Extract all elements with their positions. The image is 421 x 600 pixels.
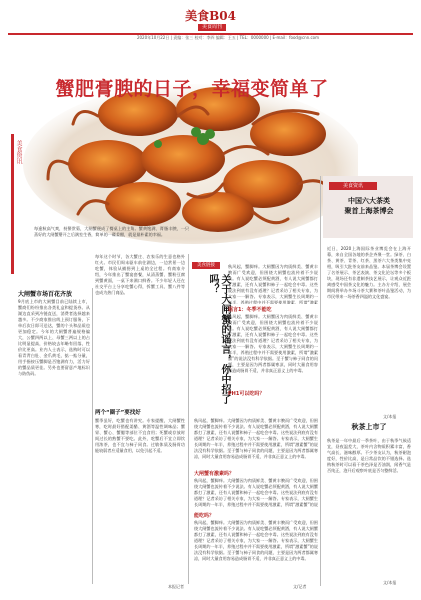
col2-text2: 蟹季虽好，吃蟹也有讲究。专家提醒，大闸蟹性寒，吃时最好搭配姜醋、黄酒等温性调味品；蟹胃、蟹心、蟹腮等部位不宜食用；死蟹或存放时间过长的熟蟹不要吃。此外，吃蟹后不宜立即饮用浓茶，也不宜与柿子同食。过敏体质及肠胃功能较弱者应适量食用，以免引起不适。 <box>95 418 185 453</box>
ribbon-label: 美食资讯 <box>15 140 22 164</box>
col1-text: 9月底上市的大闸蟹目前已陆续上市，蟹商们纷纷推出各类礼盒和提货券。从湖边直采到冷链直送，消费者选择越来越多。不少商家推出线上预订服务，下单后次日即可送达，蟹的个头和品质也更加稳定。今年的大闸蟹普遍规格偏大，公蟹四两以上、母蟹三两以上的占比明显提高，价格较去年略有回落，性价比更高。业内人士表示，选购时可以看青背白肚、金爪黄毛，掂一掂分量，用手指按压蟹脚是否饱满有力，活力好的蟹品质更佳。另外也要留意产地标识与防伪码。 <box>18 299 90 376</box>
feature-subhead-1: 谣言1：冬季不能吃 <box>228 307 272 313</box>
feature-subhead-2: PH1可以吃吗？ <box>228 391 265 397</box>
feature-tag: 美食链接 <box>192 262 220 269</box>
right-text: 近日，2020上海国际茶业博览会在上海开幕，来自全国各地的茶企齐聚一堂。绿茶、白茶、黄茶、青茶、红茶、黑茶六大茶类集中亮相，吸引大批茶友前来品鉴。本届茶博会设置了名茶展示、茶艺表演、茶文化论坛等多个板块，现场还有非遗制茶技艺展示，让观众近距离感受中国茶文化的魅力。主办方介绍，展会期间将举办多场斗茶大赛和茶叶品鉴活动，为市民带来一场茶香四溢的文化盛宴。 <box>327 246 411 299</box>
feature-headline: 关于大闸蟹的谣言，你中招了吗？ <box>207 274 230 404</box>
dateline: 2020年10月22日 | 责编：张三 校对：李四 编辑：王五 | TEL：0000000 | E-mail：food@cnn.com <box>136 35 320 40</box>
column-divider <box>320 176 321 586</box>
section-tag: 美食周刊 <box>198 24 226 31</box>
feature-text-2: 秋风起，蟹脚痒。大闸蟹因为肉质鲜美、蟹黄丰腴而广受欢迎，但围绕大闸蟹也流传着不少说法。有人说吃蟹必须配黄酒，有人说大闸蟹都打了激素，还有人说蟹和柿子一起吃会中毒。这些说法到底有没有道理？记者采访了相关专家，为大家一一解答。专家表示，大闸蟹生长周期约一年半，养殖过程中并不需要使用激素，所谓“激素蟹”的说法没有科学依据。至于蟹与柿子同食的问题，主要是因为两者都属寒凉，同时大量食用容易造成肠胃不适，并非真正意义上的中毒。 <box>194 418 318 459</box>
masthead <box>8 6 413 42</box>
column-divider <box>188 254 189 584</box>
right-headline: 中国六大茶类 聚首上海茶博会 <box>344 197 394 215</box>
side-ribbon <box>8 134 22 274</box>
feature-subhead-4: 能吃吗？ <box>194 513 215 519</box>
feature-text-1: 秋风起，蟹脚痒。大闸蟹因为肉质鲜美、蟹黄丰腴而广受欢迎，但围绕大闸蟹也流传着不少说法。有人说吃蟹必须配黄酒，有人说大闸蟹都打了激素，还有人说蟹和柿子一起吃会中毒。这些说法到底有没有道理？记者采访了相关专家，为大家一一解答。专家表示，大闸蟹生长周期约一年半，养殖过程中并不需要使用激素，所谓“激素蟹”的说法没有科学依据。至于蟹与柿子同食的问题，主要是因为两者都属寒凉，同时大量食用容易造成肠胃不适，并非真正意义上的中毒。 <box>228 314 318 373</box>
right-headline-2: 秋茶上市了 <box>351 423 387 431</box>
right-byline-2: 文/本报 <box>383 580 397 585</box>
right-byline: 文/本报 <box>383 414 397 419</box>
right-tag: 美食资讯 <box>329 182 377 190</box>
right-text-2: 秋茶是一年中最后一季茶叶，由于秋季气候适宜，昼夜温差大，茶叶内含物质积累丰富，香气高长、滋味醇厚。不少茶友认为，秋茶耐泡度好，性价比高，是日常品饮的不错选择。选购秋茶时可以看干茶色泽是否油润，闻香气是否纯正，泡开后观察叶底是否匀整鲜活。 <box>327 438 411 473</box>
feature-byline: 文/记者 <box>293 584 307 589</box>
lead-paragraph: 每逢秋高气爽，持螯赏菊，大闸蟹便成了餐桌上的主角。蟹黄饱满、膏脂丰腴，一只蒸好的大闸蟹掰开之后满室生香，简单的一碟姜醋，就是最朴素的幸福。 <box>34 226 189 237</box>
feature-intro: 秋风起，蟹脚痒。大闸蟹因为肉质鲜美、蟹黄丰腴而广受欢迎，但围绕大闸蟹也流传着不少说法。有人说吃蟹必须配黄酒，有人说大闸蟹都打了激素，还有人说蟹和柿子一起吃会中毒。这些说法到底有没有道理？记者采访了相关专家，为大家一一解答。专家表示，大闸蟹生长周期约一年半，养殖过程中并不需要使用激素，所谓“激素 <box>228 264 318 304</box>
main-headline: 蟹肥膏腴的日子，幸福变简单了 <box>55 78 329 100</box>
newspaper-page <box>8 6 413 594</box>
column-divider <box>92 288 93 584</box>
col1-title: 大闸蟹市场百花齐放 <box>18 291 73 298</box>
col2-text: 每年这个时节，各大蟹庄、农家乐的生意也格外红火。市民们周末驱车前往湖边，一边赏景一边吃蟹，体验从捕捞到上桌的全过程。有商家介绍，今年推出了蟹宴套餐，从清蒸蟹、蟹粉豆腐到蟹黄面，一桌下来满口鲜香。不少年轻人还在社交平台上分享吃蟹心得，拆蟹工具、蟹八件等也成为热门商品。 <box>95 254 185 295</box>
col2-byline: 本报记者 <box>168 584 184 589</box>
col2-subhead: 两个“圈子”要找好 <box>95 410 141 416</box>
feature-text-4: 秋风起，蟹脚痒。大闸蟹因为肉质鲜美、蟹黄丰腴而广受欢迎，但围绕大闸蟹也流传着不少说法。有人说吃蟹必须配黄酒，有人说大闸蟹都打了激素，还有人说蟹和柿子一起吃会中毒。这些说法到底有没有道理？记者采访了相关专家，为大家一一解答。专家表示，大闸蟹生长周期约一年半，养殖过程中并不需要使用激素，所谓“激素蟹”的说法没有科学依据。至于蟹与柿子同食的问题，主要是因为两者都属寒凉，同时大量食用容易造成肠胃不适，并非真正意义上的中毒。 <box>194 520 318 561</box>
section-title: 美食B04 <box>185 9 236 23</box>
feature-subhead-3: 大闸蟹有激素吗？ <box>194 471 235 477</box>
right-column <box>323 176 413 586</box>
feature-text-3: 秋风起，蟹脚痒。大闸蟹因为肉质鲜美、蟹黄丰腴而广受欢迎，但围绕大闸蟹也流传着不少说法。有人说吃蟹必须配黄酒，有人说大闸蟹都打了激素，还有人说蟹和柿子一起吃会中毒。这些说法到底有没有道理？记者采访了相关专家，为大家一一解答。专家表示，大闸蟹生长周期约一年半，养殖过程中并不需要使用激素，所谓“激素蟹”的说 <box>194 478 318 507</box>
